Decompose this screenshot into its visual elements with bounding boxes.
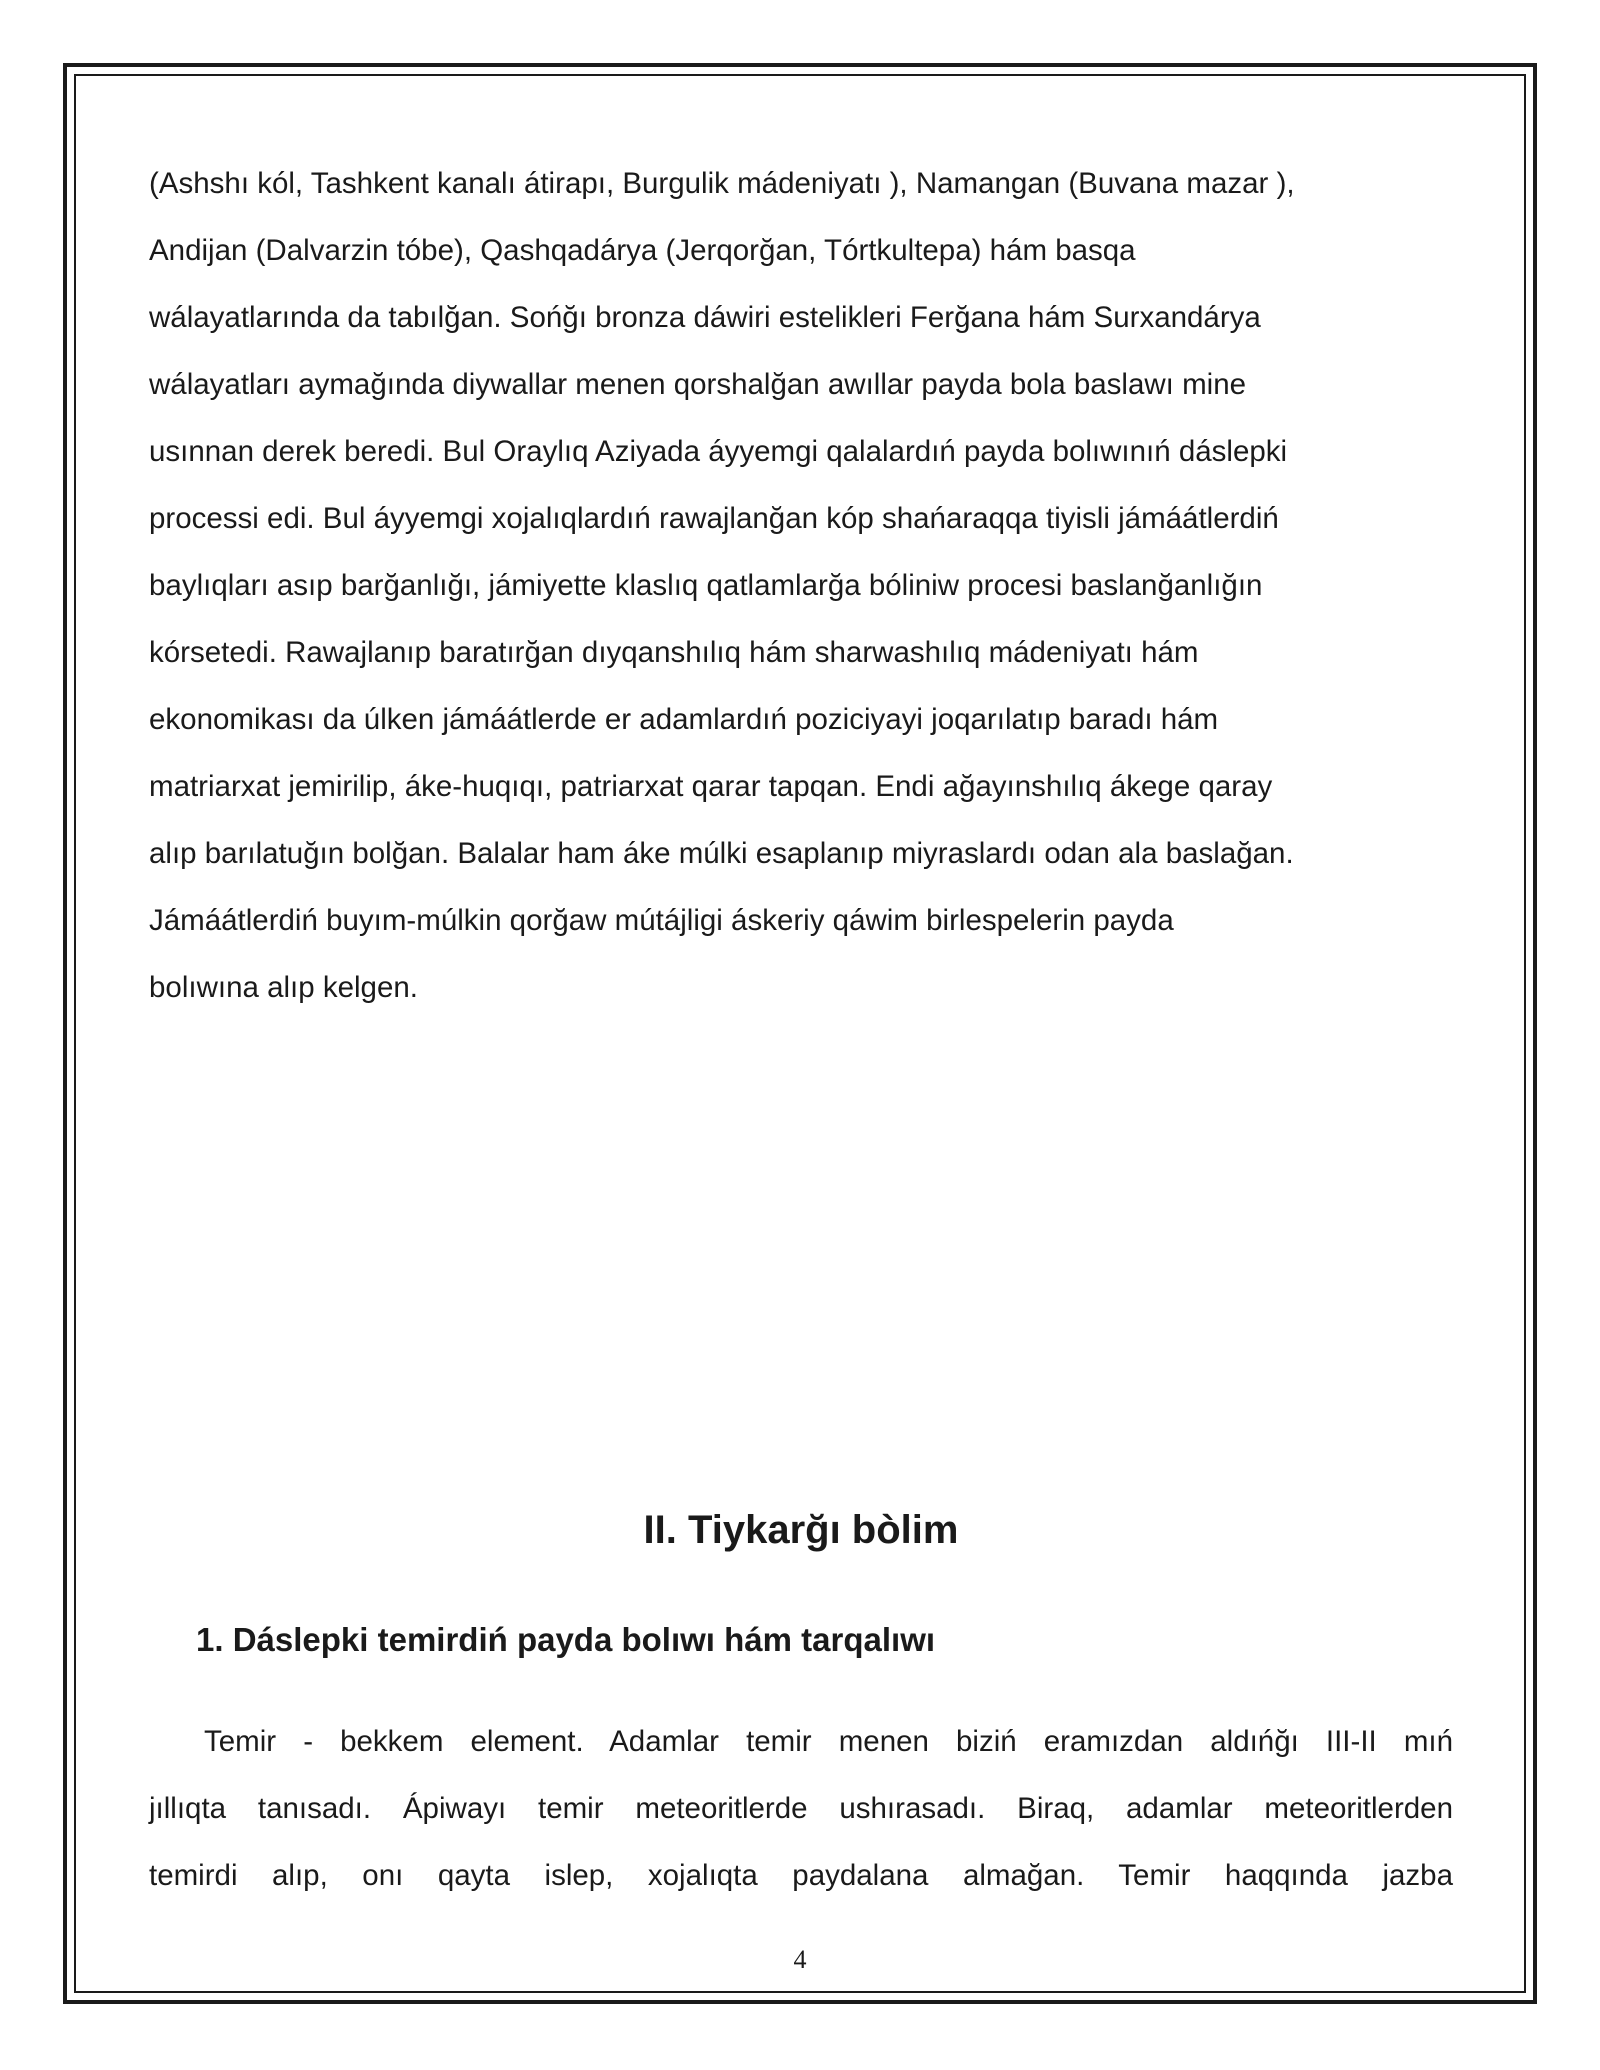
text-line: wálayatlarında da tabılğan. Sońğı bronza dáwiri estelikleri Ferğana hám Surxandárya	[149, 301, 1261, 334]
text-line: matriarxat jemirilip, áke-huqıqı, patriarxat qarar tapqan. Endi ağayınshılıq ákege qaray	[149, 770, 1273, 803]
text-line: baylıqları asıp barğanlığı, jámiyette klaslıq qatlamlarğa bóliniw procesi baslanğanlığın	[149, 569, 1263, 602]
text-line: Jámáátlerdiń buyım-múlkin qorğaw mútájligi áskeriy qáwim birlespelerin payda	[149, 904, 1174, 937]
text-line: kórsetedi. Rawajlanıp baratırğan dıyqanshılıq hám sharwashılıq mádeniyatı hám	[149, 636, 1199, 669]
text-line: processi edi. Bul áyyemgi xojalıqlardıń rawajlanğan kóp shańaraqqa tiyisli jámáátlerdiń	[149, 502, 1279, 535]
text-line: temirdi alıp, onı qayta islep, xojalıqta paydalana almağan. Temir haqqında jazba	[149, 1859, 1453, 1892]
intro-paragraph	[149, 150, 1453, 1021]
text-line: wálayatları aymağında diywallar menen qorshalğan awıllar payda bola baslawı mine	[149, 368, 1247, 401]
subsection-title: 1. Dáslepki temirdiń payda bolıwı hám tarqalıwı	[196, 1621, 936, 1658]
text-line: ekonomikası da úlken jámáátlerde er adamlardıń poziciyayi joqarılatıp baradı hám	[149, 703, 1219, 736]
text-line: (Ashshı kól, Tashkent kanalı átirapı, Burgulik mádeniyatı ), Namangan (Buvana mazar ),	[149, 167, 1295, 200]
text-line: bolıwına alıp kelgen.	[149, 971, 418, 1004]
text-line: jıllıqta tanısadı. Ápiwayı temir meteoritlerde ushırasadı. Biraq, adamlar meteoritlerden	[149, 1792, 1453, 1825]
temir-paragraph	[149, 1708, 1453, 1909]
text-line: Temir - bekkem element. Adamlar temir menen biziń eramızdan aldıńğı III-II mıń	[204, 1725, 1453, 1758]
text-line: usınnan derek beredi. Bul Oraylıq Aziyada áyyemgi qalalardıń payda bolıwınıń dáslepki	[149, 435, 1288, 468]
text-line: Andijan (Dalvarzin tóbe), Qashqadárya (Jerqorğan, Tórtkultepa) hám basqa	[149, 234, 1136, 267]
section-title: II. Tiykarğı bòlim	[643, 1508, 959, 1552]
text-line: alıp barılatuğın bolğan. Balalar ham áke múlki esaplanıp miyraslardı odan ala baslağan.	[149, 837, 1294, 870]
page-number: 4	[793, 1945, 807, 1974]
